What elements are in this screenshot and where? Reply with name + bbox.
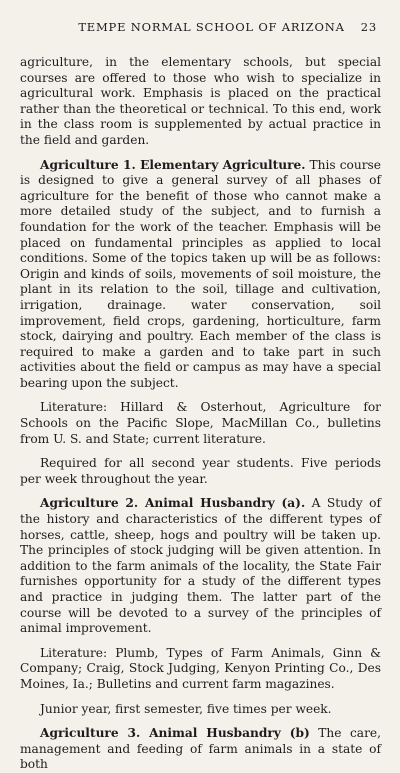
- course-description-agriculture-2: A Study of the history and characteristics of the different types of horses, cattle, sheep, hogs and poultry will be taken up. The principles of stock judging will be given attention. In addition to the farm animals of the locality, the State Fair furnishes opportunity for a study of the different types and practice in judging them. The latter part of the course will be devoted to a survey of the principles of animal improvement.: [20, 496, 381, 636]
- paragraph-agriculture-2: [20, 496, 381, 636]
- paragraph-schedule-2: Junior year, first semester, five times per week.: [40, 701, 332, 716]
- course-description-agriculture-1: This course is designed to give a general survey of all phases of agriculture for the benefit of those who cannot make a more detailed study of the subject, and to furnish a foundation for the work of the teacher. Emphasis will be placed on fundamental principles as applied to local conditions. Some of the topics taken up will be as follows: Origin and kinds of soils, movements of soil moisture, the plant in its relation to the soil, tillage and cultivation, irrigation, drainage. water conservation, soil improvement, field crops, gardening, horticulture, farm stock, dairying and poultry. Each member of the class is required to make a garden and to take part in such activities about the field or campus as may have a special bearing upon the subject.: [20, 157, 382, 390]
- page-body: [20, 55, 381, 773]
- paragraph-literature-2: Literature: Plumb, Types of Farm Animals, Ginn & Company; Craig, Stock Judging, Kenyon Printing Co., Des Moines, Ia.; Bulletins and current farm magazines.: [20, 645, 381, 691]
- course-title-agriculture-3: Agriculture 3. Animal Husbandry (b): [40, 726, 310, 741]
- page-number: 23: [360, 20, 377, 34]
- paragraph-agriculture-3: [20, 726, 381, 773]
- course-title-agriculture-2: Agriculture 2. Animal Husbandry (a).: [40, 496, 306, 511]
- paragraph-intro-continued: agriculture, in the elementary schools, but special courses are offered to those who wish to specialize in agricultural work. Emphasis is placed on the practical rather than the theoretical or technical. To this end, work in the class room is supplemented by actual practice in the field and garden.: [20, 55, 381, 147]
- course-description-agriculture-3: The care, management and feeding of farm animals in a state of both: [20, 726, 381, 772]
- running-header: [20, 20, 381, 38]
- paragraph-requirement-1: Required for all second year students. Five periods per week throughout the year.: [20, 456, 381, 486]
- running-title: TEMPE NORMAL SCHOOL OF ARIZONA: [78, 20, 345, 34]
- paragraph-literature-1: Literature: Hillard & Osterhout, Agriculture for Schools on the Pacific Slope, MacMillan Co., bulletins from U. S. and State; current literature.: [20, 400, 381, 446]
- course-title-agriculture-1: Agriculture 1. Elementary Agriculture.: [40, 157, 306, 172]
- paragraph-agriculture-1: [20, 158, 381, 392]
